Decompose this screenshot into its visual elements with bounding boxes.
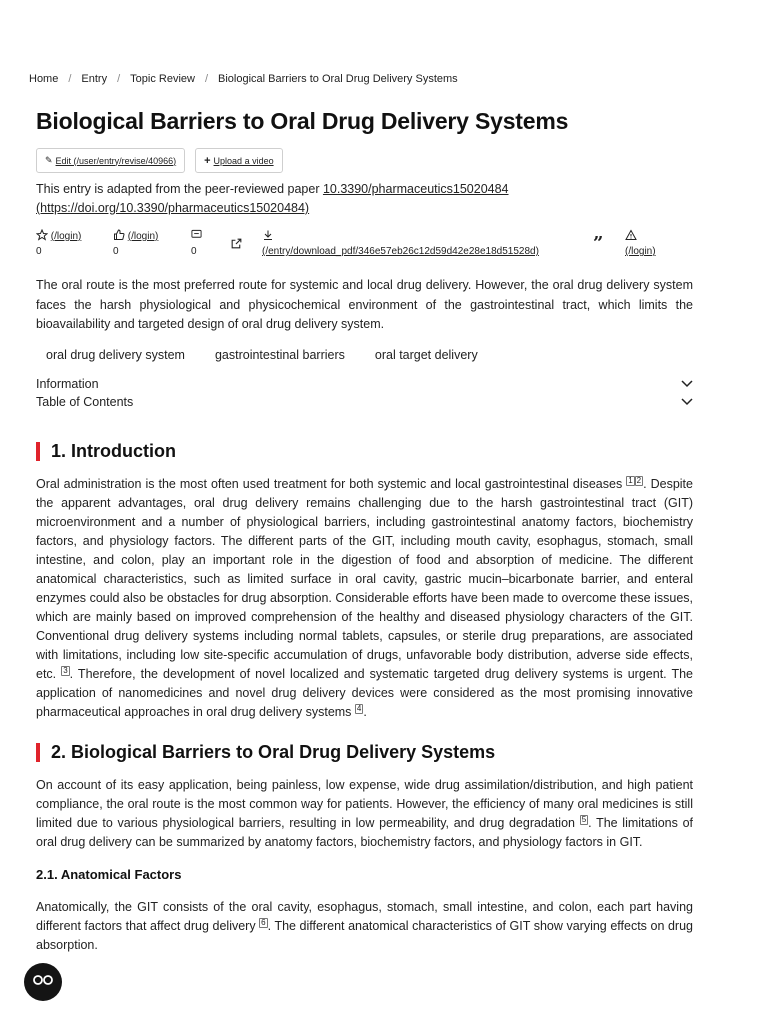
comment-stat[interactable] [191, 229, 202, 257]
anatomical-paragraph [36, 898, 693, 955]
breadcrumb-separator: / [204, 73, 209, 85]
cite-button[interactable] [593, 233, 604, 254]
citation-ref[interactable]: 3 [63, 666, 68, 675]
comment-icon [191, 230, 202, 241]
citation-ref[interactable]: 4 [356, 704, 362, 713]
breadcrumb-topic-review[interactable]: Topic Review [130, 73, 195, 85]
chevron-down-icon [681, 395, 693, 409]
edit-button[interactable] [36, 148, 185, 173]
breadcrumb-home[interactable]: Home [29, 73, 59, 85]
star-icon [36, 231, 48, 242]
barriers-paragraph [36, 776, 693, 852]
table-of-contents-label: Table of Contents [36, 395, 134, 409]
entry-stats [36, 229, 696, 263]
paragraph-text: Oral administration is the most often used treatment for both systemic and local gastrointestinal diseases [36, 477, 627, 491]
paragraph-text: . The different anatomical characteristics of GIT show varying effects on drug absorption. [36, 919, 693, 952]
share-button[interactable] [230, 237, 243, 251]
upload-video-button[interactable] [195, 148, 282, 173]
chat-icon [33, 973, 53, 991]
adapted-prefix: This entry is adapted from the peer-reviewed paper [36, 182, 323, 196]
report-stat[interactable] [625, 229, 656, 257]
entry-abstract: The oral route is the most preferred route for systemic and local drug delivery. However, the oral drug delivery system faces the harsh physiological and physicochemical environment of the gastrointestinal tract, which limits the bioavailability and targeted design of oral drug delivery system. [36, 278, 693, 331]
chat-button[interactable] [24, 963, 62, 1001]
paragraph-text: . Despite the apparent advantages, oral drug delivery remains challenging due to the harsh gastrointestinal tract (GIT) microenvironment and a number of physiological barriers, including gastrointestinal anatomy factors, biochemistry factors, and physiology factors. The different parts of the GIT, including mouth cavity, esophagus, stomach, small intestine, and colon, play an important role in the digestion of food and absorption of medicine. The different anatomical characteristics, such as limited surface in oral cavity, gastric mucin–bicarbonate barrier, and enteral enzymes could also be obstacles for drug absorption. Considerable efforts have been made to overcome these issues, which are mainly based on improved comprehension of the healthy and diseased physiology characters of the GIT. Conventional drug delivery systems including normal tablets, capsules, or sterile drug preparations, are associated with limitations, including low site-specific accumulation of drugs, unfavorable body distribution, adverse side effects, etc. [36, 477, 693, 681]
like-stat[interactable] [113, 229, 159, 257]
citation-ref[interactable]: 5 [581, 815, 587, 824]
citation-ref[interactable]: 6 [261, 918, 266, 927]
keyword-tag[interactable]: gastrointestinal barriers [214, 348, 345, 362]
information-label: Information [36, 377, 99, 391]
information-toggle[interactable] [36, 377, 693, 391]
edit-button-label: Edit (/user/entry/revise/40966) [55, 155, 177, 166]
paragraph-text: . Therefore, the development of novel localized and systematic targeted drug delivery systems is urgent. The application of nanomedicines and novel drug delivery devices were considered as the most promising innovative pharmaceutical approaches in oral drug delivery systems [36, 667, 693, 719]
subsection-heading-anatomical-factors: 2.1. Anatomical Factors [36, 867, 182, 882]
share-icon [230, 240, 243, 251]
favorite-count: 0 [36, 246, 42, 257]
keyword-list [36, 348, 498, 362]
breadcrumb-entry[interactable]: Entry [81, 73, 108, 85]
pencil-icon: ✎ [45, 155, 53, 165]
introduction-paragraph [36, 475, 693, 722]
favorite-stat[interactable] [36, 229, 82, 257]
upload-video-label: Upload a video [213, 155, 274, 166]
keyword-tag[interactable]: oral drug delivery system [46, 348, 185, 362]
section-heading-biological-barriers: 2. Biological Barriers to Oral Drug Delivery Systems [36, 743, 495, 762]
paragraph-text: . [363, 705, 367, 719]
breadcrumb [29, 73, 458, 85]
thumbs-up-icon [113, 231, 125, 242]
report-login-link[interactable]: (/login) [625, 246, 656, 257]
breadcrumb-separator: / [117, 73, 121, 85]
favorite-login-link[interactable]: (/login) [50, 231, 82, 242]
doi-link[interactable]: 10.3390/pharmaceutics15020484 (https://doi.org/10.3390/pharmaceutics15020484) [36, 182, 509, 215]
breadcrumb-separator: / [68, 73, 72, 85]
keyword-tag[interactable]: oral target delivery [374, 348, 478, 362]
warning-icon [625, 231, 637, 242]
paragraph-text: On account of its easy application, being painless, low expense, wide drug assimilation/distribution, and high patient compliance, the oral route is the most common way for patients. However, the efficiency of many oral medicines is still limited due to various physiological barriers, resulting in low permeability, and drug degradation [36, 778, 693, 830]
paragraph-text: . The limitations of oral drug delivery can be summarized by anatomy factors, biochemistry factors, and physiology factors in GIT. [36, 816, 694, 849]
download-stat[interactable] [262, 229, 539, 257]
table-of-contents-toggle[interactable] [36, 395, 693, 409]
like-login-link[interactable]: (/login) [127, 231, 159, 242]
action-row [36, 148, 283, 173]
citation-ref[interactable]: 1 [628, 476, 633, 485]
chevron-down-icon [681, 377, 693, 391]
breadcrumb-current: Biological Barriers to Oral Drug Delivery Systems [218, 73, 458, 85]
like-count: 0 [113, 246, 119, 257]
citation-ref[interactable]: 2 [636, 476, 642, 485]
section-heading-introduction: 1. Introduction [36, 442, 176, 461]
download-pdf-link[interactable]: (/entry/download_pdf/346e57eb26c12d59d42e28e18d51528d) [262, 246, 539, 257]
page-title: Biological Barriers to Oral Drug Delivery Systems [36, 108, 569, 134]
download-icon [262, 231, 274, 242]
paragraph-text: Anatomically, the GIT consists of the oral cavity, esophagus, stomach, small intestine, and colon, each part having different factors that affect drug delivery [36, 900, 693, 933]
comment-count: 0 [191, 246, 197, 257]
plus-icon: + [204, 154, 211, 167]
adapted-from-note [36, 180, 686, 218]
quote-icon: ” [593, 233, 604, 254]
